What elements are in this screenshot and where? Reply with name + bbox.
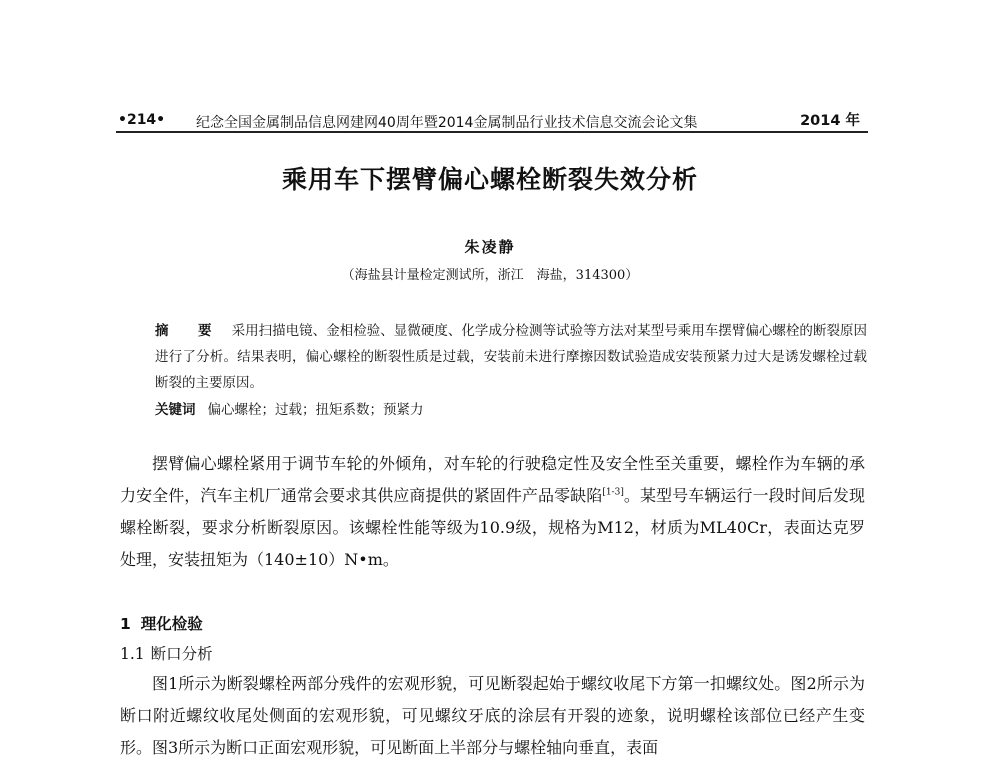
page-number: •214• <box>118 112 166 128</box>
section-heading <box>120 612 203 634</box>
keywords-label: 关键词 <box>155 402 196 418</box>
journal-title: 纪念全国金属制品信息网建网40周年暨2014金属制品行业技术信息交流会论文集 <box>196 115 698 131</box>
section-number: 1 <box>120 615 131 633</box>
abstract-label: 摘 要 <box>155 323 220 339</box>
subsection-number: 1.1 <box>120 645 145 663</box>
running-header <box>118 108 866 132</box>
citation-ref: [1-3] <box>602 487 624 498</box>
author-name: 朱凌静 <box>464 238 516 256</box>
section-title: 理化检验 <box>140 615 203 633</box>
article-title: 乘用车下摆臂偏心螺栓断裂失效分析 <box>281 165 698 194</box>
intro-text-part2: 。某型号车辆运行一段时间后发现螺栓断裂，要求分析断裂原因。该螺栓性能等级为10.9级，规格为M12，材质为ML40Cr，表面达克罗处理，安装扭矩为（140±10）N•m。 <box>120 486 865 569</box>
keywords <box>155 398 867 418</box>
fracture-analysis-paragraph: 图1所示为断裂螺栓两部分残件的宏观形貌，可见断裂起始于螺纹收尾下方第一扣螺纹处。图2所示为断口附近螺纹收尾处侧面的宏观形貌，可见螺纹牙底的涂层有开裂的迹象，说明螺栓该部位已经产生变形。图3所示为断口正面宏观形貌，可见断面上半部分与螺栓轴向垂直，表面 <box>120 674 865 757</box>
keywords-text: 偏心螺栓；过载；扭矩系数；预紧力 <box>207 402 424 418</box>
publication-year: 2014 年 <box>800 113 860 129</box>
header-rule <box>116 131 868 133</box>
subsection-heading <box>120 642 213 664</box>
subsection-title: 断口分析 <box>150 645 213 663</box>
abstract-text: 采用扫描电镜、金相检验、显微硬度、化学成分检测等试验等方法对某型号乘用车摆臂偏心螺栓的断裂原因进行了分析。结果表明，偏心螺栓的断裂性质是过载，安装前未进行摩擦因数试验造成安装预紧力过大是诱发螺栓过载断裂的主要原因。 <box>155 323 867 391</box>
intro-text-part1: 摆臂偏心螺栓紧用于调节车轮的外倾角，对车轮的行驶稳定性及安全性至关重要，螺栓作为车辆的承力安全件，汽车主机厂通常会要求其供应商提供的紧固件产品零缺陷 <box>120 454 865 505</box>
abstract <box>155 318 867 396</box>
author-affiliation: （海盐县计量检定测试所，浙江 海盐，314300） <box>341 268 639 283</box>
intro-paragraph <box>120 448 865 576</box>
